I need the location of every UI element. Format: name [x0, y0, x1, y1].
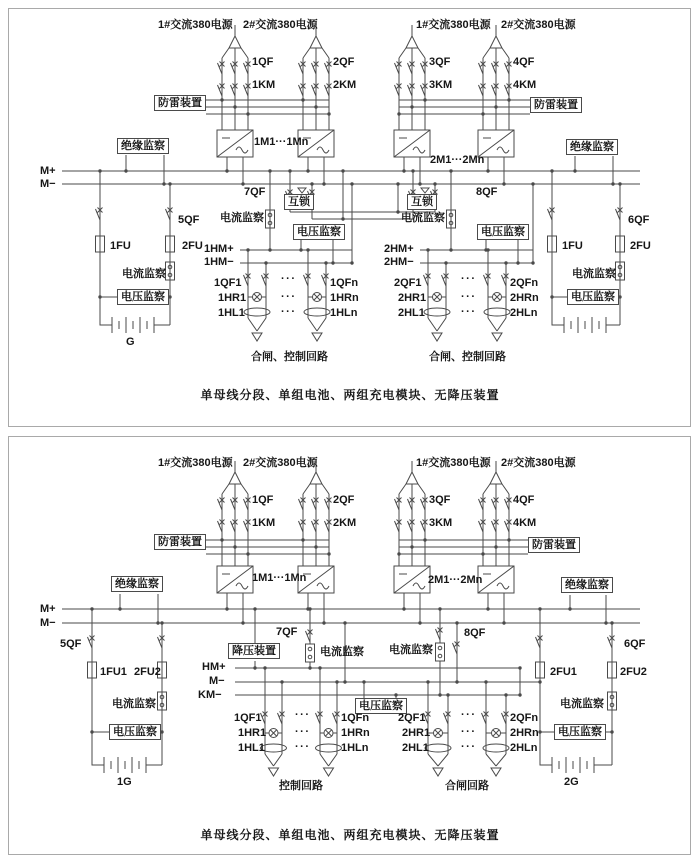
voltage-monitor-box: 电压监察: [554, 724, 606, 740]
feeder-label: 1QF1: [234, 712, 262, 724]
lightning-protection-box: 防雷装置: [154, 95, 206, 111]
ac-source-2-label: 2#交流380电源: [501, 457, 576, 469]
contactor-4km-label: 4KM: [513, 517, 537, 529]
contactor-2km-label: 2KM: [333, 79, 357, 91]
feeder-label: 2HRn: [510, 292, 539, 304]
voltage-monitor-box: 电压监察: [293, 224, 345, 240]
contactor-3km-label: 3KM: [429, 79, 453, 91]
feeder-label: 2HLn: [510, 742, 538, 754]
feeder-label: 1HR1: [218, 292, 247, 304]
breaker-1qf-label: 1QF: [252, 56, 274, 68]
module-group-2-label: 2M1···2Mn: [430, 154, 485, 166]
breaker-4qf-label: 4QF: [513, 56, 535, 68]
voltage-monitor-box: 电压监察: [477, 224, 529, 240]
bus-m-minus-label: M−: [209, 675, 225, 687]
ellipsis: ···: [281, 273, 297, 285]
lightning-protection-box: 防雷装置: [528, 537, 580, 553]
panel-bottom-caption: 单母线分段、单组电池、两组充电模块、无降压装置: [200, 828, 500, 842]
ac-source-1-label: 1#交流380电源: [416, 457, 491, 469]
feeder-label: 1HL1: [218, 307, 245, 319]
feeder-label: 1HLn: [330, 307, 358, 319]
voltage-monitor-box: 电压监察: [355, 698, 407, 714]
interlock-box: 互锁: [284, 194, 314, 210]
bus-2hm-plus-label: 2HM+: [384, 243, 414, 255]
breaker-1qf-label: 1QF: [252, 494, 274, 506]
module-group-1-label: 1M1···1Mn: [254, 136, 309, 148]
current-monitor-label: 电流监察: [220, 212, 264, 224]
feeder-caption: 合闸、控制回路: [429, 351, 506, 363]
fuse-label: 2FU: [630, 240, 651, 252]
fuse-label: 1FU: [562, 240, 583, 252]
bus-km-minus-label: KM−: [198, 689, 222, 701]
feeder-label: 2QFn: [510, 277, 539, 289]
interlock-box: 互锁: [407, 194, 437, 210]
contactor-1km-label: 1KM: [252, 517, 276, 529]
feeder-label: 1HRn: [341, 727, 370, 739]
ellipsis: ···: [461, 741, 477, 753]
contactor-3km-label: 3KM: [429, 517, 453, 529]
bus-2hm-minus-label: 2HM−: [384, 256, 414, 268]
current-monitor-label: 电流监察: [560, 698, 604, 710]
breaker-6qf-label: 6QF: [624, 638, 646, 650]
bus-1hm-minus-label: 1HM−: [204, 256, 234, 268]
feeder-caption: 控制回路: [279, 780, 323, 792]
breaker-7qf-label: 7QF: [276, 626, 298, 638]
feeder-label: 1QFn: [330, 277, 359, 289]
voltage-reducer-box: 降压装置: [228, 643, 280, 659]
lightning-protection-box: 防雷装置: [154, 534, 206, 550]
current-monitor-label: 电流监察: [401, 212, 445, 224]
lightning-protection-box: 防雷装置: [530, 97, 582, 113]
ellipsis: ···: [461, 273, 477, 285]
contactor-4km-label: 4KM: [513, 79, 537, 91]
feeder-label: 1HL1: [238, 742, 265, 754]
bus-1hm-plus-label: 1HM+: [204, 243, 234, 255]
feeder-label: 2HL1: [398, 307, 425, 319]
feeder-caption: 合闸回路: [445, 780, 489, 792]
bus-hm-plus-label: HM+: [202, 661, 226, 673]
breaker-3qf-label: 3QF: [429, 56, 451, 68]
breaker-8qf-label: 8QF: [476, 186, 498, 198]
fuse-label: 2FU1: [550, 666, 577, 678]
panel-top-caption: 单母线分段、单组电池、两组充电模块、无降压装置: [200, 388, 500, 402]
breaker-5qf-label: 5QF: [60, 638, 82, 650]
ellipsis: ···: [295, 709, 311, 721]
junction-dots-top: [98, 98, 621, 298]
battery-1g-label: 1G: [117, 776, 132, 788]
breaker-2qf-label: 2QF: [333, 494, 355, 506]
fuse-label: 2FU: [182, 240, 203, 252]
ac-source-1-label: 1#交流380电源: [158, 457, 233, 469]
module-group-1-label: 1M1···1Mn: [252, 572, 307, 584]
breaker-8qf-label: 8QF: [464, 627, 486, 639]
contactor-1km-label: 1KM: [252, 79, 276, 91]
feeder-label: 2HR1: [398, 292, 427, 304]
breaker-3qf-label: 3QF: [429, 494, 451, 506]
feeder-caption: 合闸、控制回路: [251, 351, 328, 363]
feeder-label: 2QF1: [394, 277, 422, 289]
breaker-5qf-label: 5QF: [178, 214, 200, 226]
insulation-monitor-box: 绝缘监察: [111, 576, 163, 592]
breaker-4qf-label: 4QF: [513, 494, 535, 506]
ac-source-1-label: 1#交流380电源: [158, 19, 233, 31]
breaker-7qf-label: 7QF: [244, 186, 266, 198]
feeder-label: 1QFn: [341, 712, 370, 724]
breaker-2qf-label: 2QF: [333, 56, 355, 68]
ac-source-2-label: 2#交流380电源: [243, 19, 318, 31]
bus-m-plus-label: M+: [40, 603, 56, 615]
bus-m-minus-label: M−: [40, 178, 56, 190]
feeder-label: 1HRn: [330, 292, 359, 304]
fuse-label: 1FU: [110, 240, 131, 252]
battery-2g-label: 2G: [564, 776, 579, 788]
bus-m-minus-label: M−: [40, 617, 56, 629]
feeder-label: 1QF1: [214, 277, 242, 289]
ac-source-2-label: 2#交流380电源: [243, 457, 318, 469]
fuse-label: 2FU2: [134, 666, 161, 678]
ellipsis: ···: [281, 291, 297, 303]
feeder-label: 1HR1: [238, 727, 267, 739]
current-monitor-label: 电流监察: [389, 644, 433, 656]
breaker-6qf-label: 6QF: [628, 214, 650, 226]
feeder-label: 2HLn: [510, 307, 538, 319]
current-monitor-label: 电流监察: [122, 268, 166, 280]
current-monitor-label: 电流监察: [320, 646, 364, 658]
feeder-label: 2HR1: [402, 727, 431, 739]
ellipsis: ···: [281, 306, 297, 318]
feeder-label: 2QF1: [398, 712, 426, 724]
ellipsis: ···: [295, 741, 311, 753]
ac-source-2-label: 2#交流380电源: [501, 19, 576, 31]
insulation-monitor-box: 绝缘监察: [117, 138, 169, 154]
junction-dots-bottom: [90, 538, 613, 733]
feeder-label: 2QFn: [510, 712, 539, 724]
voltage-monitor-box: 电压监察: [567, 289, 619, 305]
ac-source-1-label: 1#交流380电源: [416, 19, 491, 31]
bus-m-plus-label: M+: [40, 165, 56, 177]
voltage-monitor-box: 电压监察: [117, 289, 169, 305]
feeder-label: 2HRn: [510, 727, 539, 739]
contactor-2km-label: 2KM: [333, 517, 357, 529]
battery-g-label: G: [126, 336, 135, 348]
fuse-label: 2FU2: [620, 666, 647, 678]
ellipsis: ···: [295, 726, 311, 738]
feeder-label: 2HL1: [402, 742, 429, 754]
voltage-monitor-box: 电压监察: [109, 724, 161, 740]
fuse-label: 1FU1: [100, 666, 127, 678]
ellipsis: ···: [461, 709, 477, 721]
current-monitor-label: 电流监察: [112, 698, 156, 710]
current-monitor-label: 电流监察: [572, 268, 616, 280]
ellipsis: ···: [461, 306, 477, 318]
ellipsis: ···: [461, 291, 477, 303]
ellipsis: ···: [461, 726, 477, 738]
feeder-label: 1HLn: [341, 742, 369, 754]
insulation-monitor-box: 绝缘监察: [566, 139, 618, 155]
insulation-monitor-box: 绝缘监察: [561, 577, 613, 593]
module-group-2-label: 2M1···2Mn: [428, 574, 483, 586]
